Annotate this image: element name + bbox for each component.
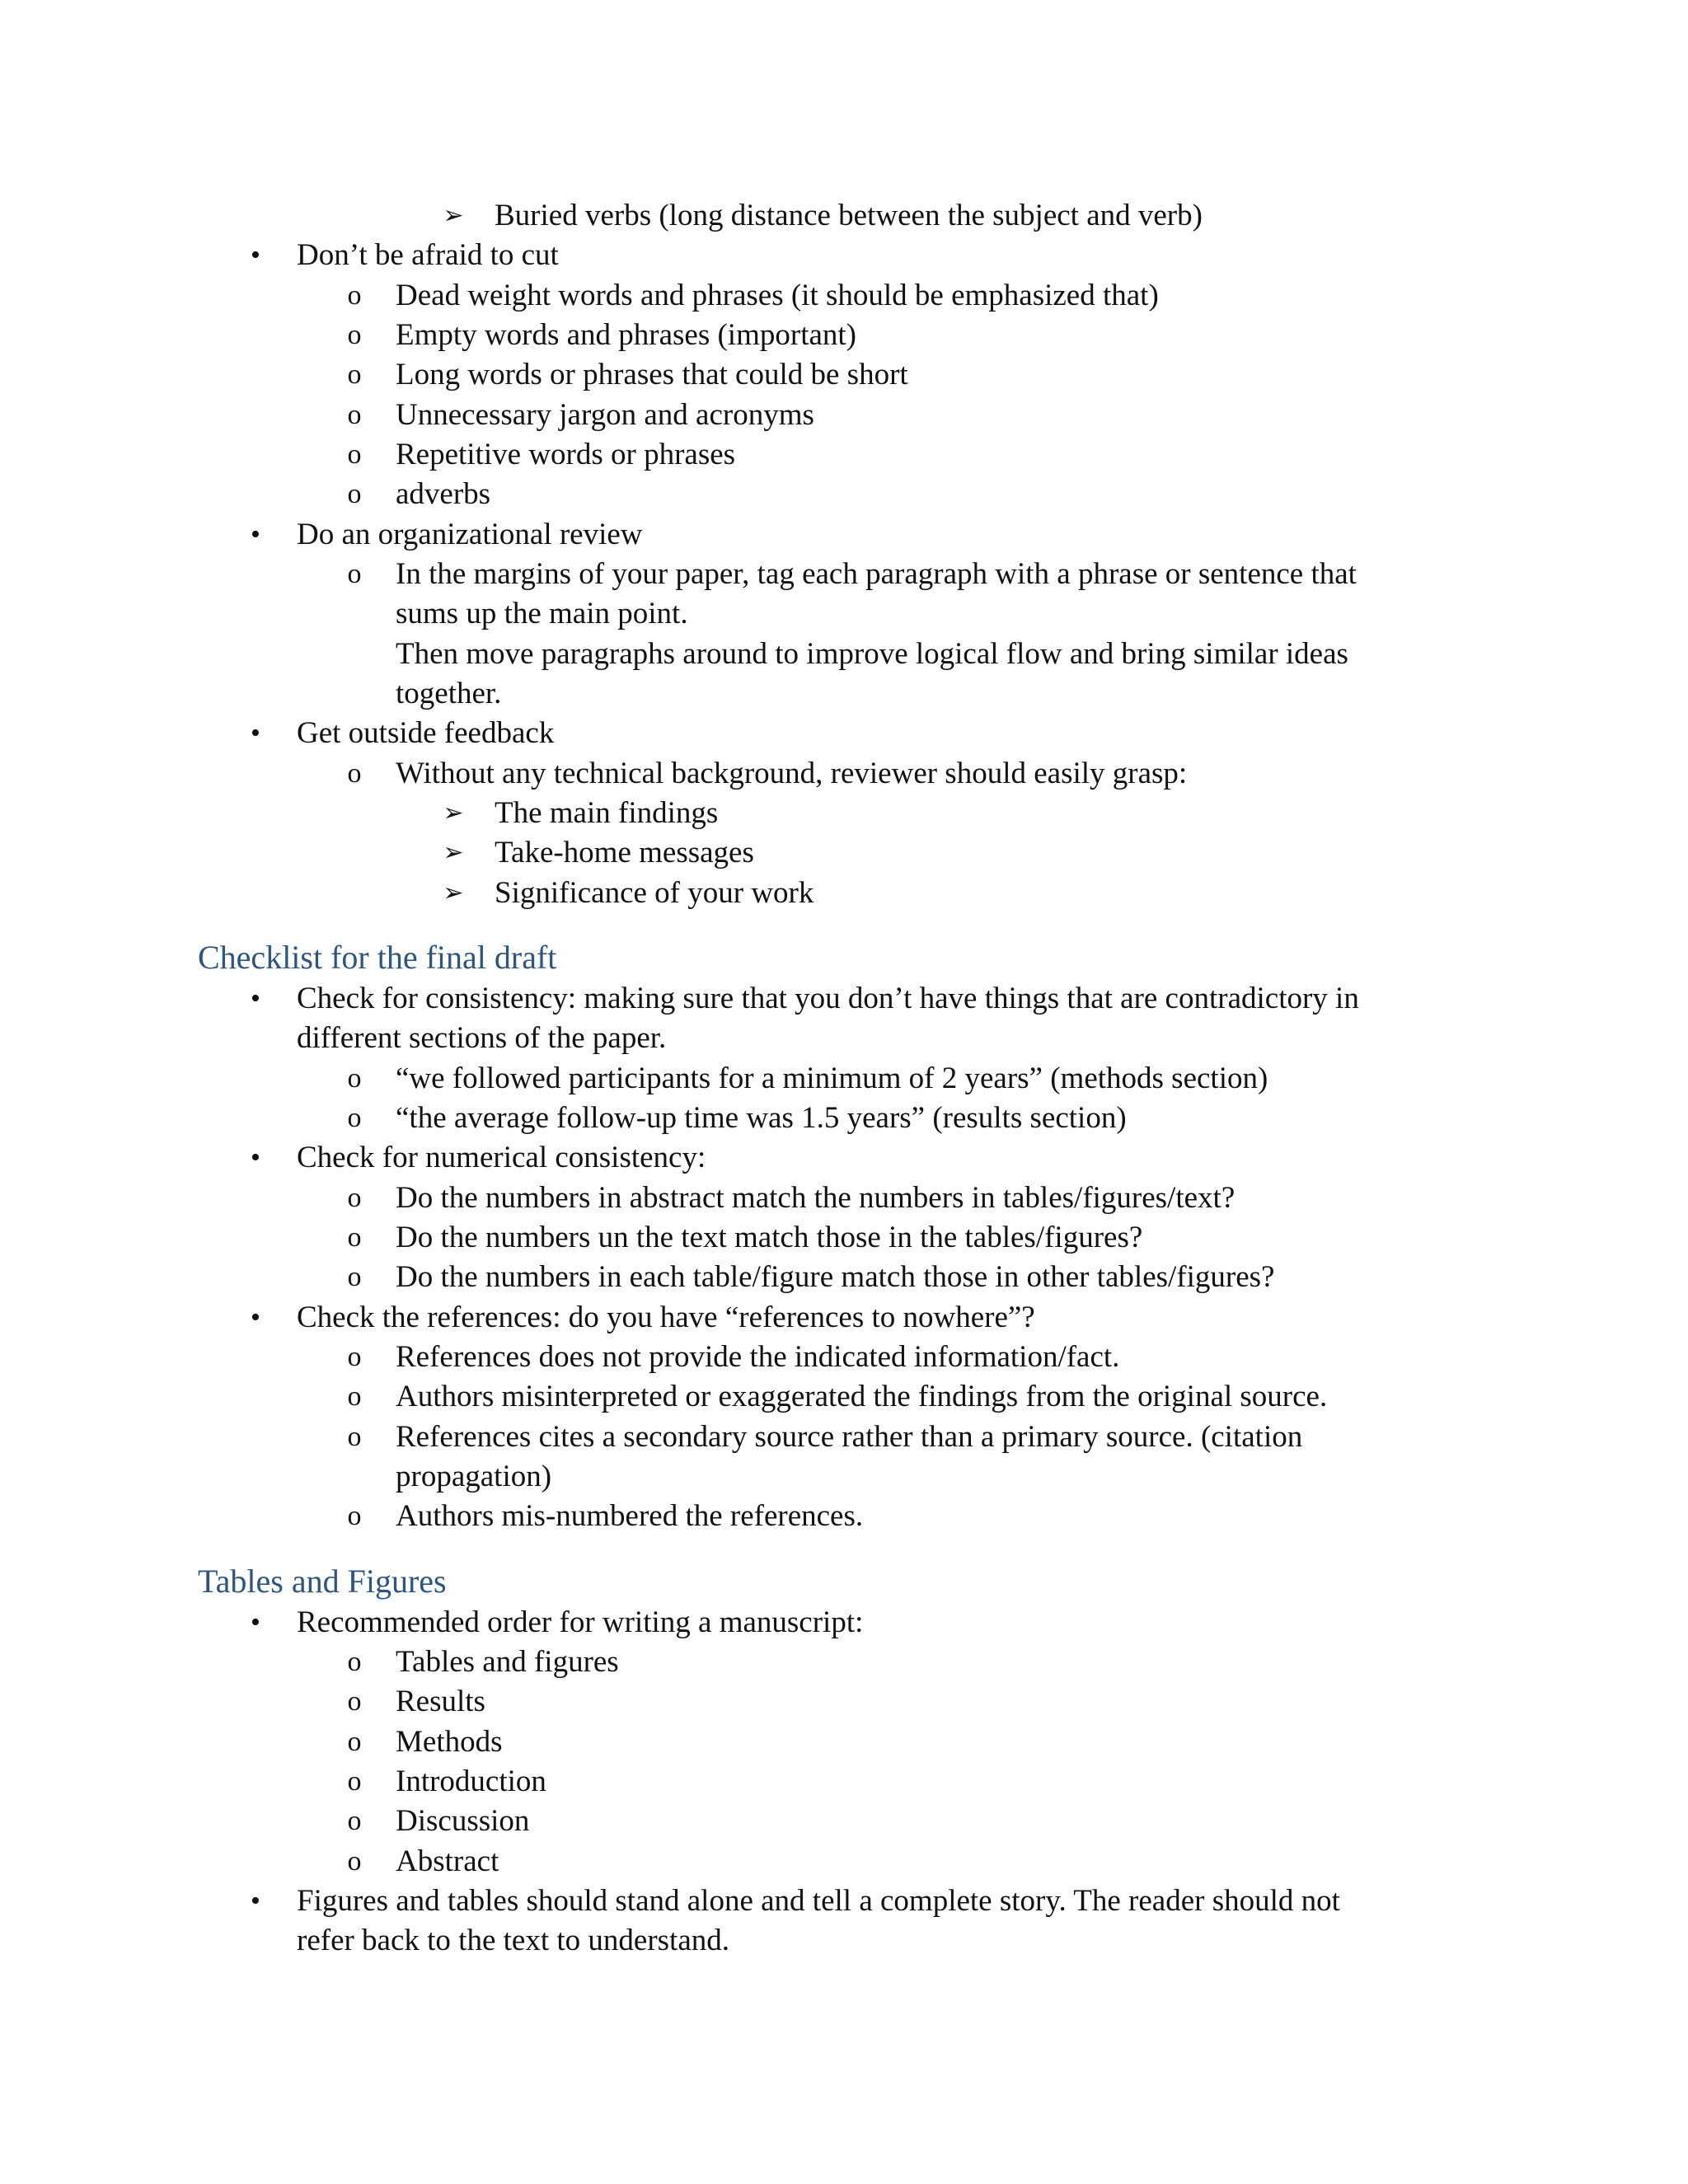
- list-item: The main findings: [495, 796, 719, 830]
- list-item: adverbs: [396, 477, 491, 511]
- list-item: Check the references: do you have “references to nowhere”?: [297, 1301, 1035, 1334]
- circle-bullet-icon: o: [347, 1262, 362, 1292]
- circle-bullet-icon: o: [347, 320, 362, 350]
- list-item: Check for numerical consistency:: [297, 1141, 706, 1174]
- list-item: References does not provide the indicated information/fact.: [396, 1340, 1120, 1374]
- list-item-continuation: propagation): [396, 1460, 552, 1493]
- disc-bullet-icon: •: [251, 718, 260, 748]
- section-heading-tables-figures: Tables and Figures: [198, 1563, 447, 1600]
- section-heading-checklist: Checklist for the final draft: [198, 939, 557, 976]
- circle-bullet-icon: o: [347, 359, 362, 390]
- circle-bullet-icon: o: [347, 1727, 362, 1757]
- disc-bullet-icon: •: [251, 519, 260, 550]
- list-item: Results: [396, 1685, 485, 1718]
- list-item-continuation: refer back to the text to understand.: [297, 1924, 729, 1957]
- disc-bullet-icon: •: [251, 1302, 260, 1333]
- arrow-bullet-icon: ➢: [443, 879, 464, 907]
- list-item: Recommended order for writing a manuscript:: [297, 1605, 864, 1639]
- list-item: “the average follow-up time was 1.5 years” (results section): [396, 1101, 1127, 1135]
- list-item-continuation: together.: [396, 677, 502, 710]
- circle-bullet-icon: o: [347, 400, 362, 430]
- circle-bullet-icon: o: [347, 1103, 362, 1133]
- list-item: Figures and tables should stand alone and tell a complete story. The reader should not: [297, 1884, 1340, 1918]
- list-item: Check for consistency: making sure that you don’t have things that are contradictory in: [297, 982, 1359, 1015]
- list-item: “we followed participants for a minimum of 2 years” (methods section): [396, 1062, 1268, 1095]
- list-item: Take-home messages: [495, 836, 754, 869]
- list-item: Authors misinterpreted or exaggerated the findings from the original source.: [396, 1380, 1328, 1413]
- circle-bullet-icon: o: [347, 1806, 362, 1836]
- list-item: Unnecessary jargon and acronyms: [396, 398, 814, 432]
- disc-bullet-icon: •: [251, 240, 260, 270]
- circle-bullet-icon: o: [347, 439, 362, 470]
- circle-bullet-icon: o: [347, 1766, 362, 1797]
- list-item: Don’t be afraid to cut: [297, 238, 559, 272]
- circle-bullet-icon: o: [347, 1686, 362, 1717]
- list-item: Introduction: [396, 1765, 546, 1798]
- list-item: Get outside feedback: [297, 716, 555, 750]
- disc-bullet-icon: •: [251, 983, 260, 1014]
- list-item: Do an organizational review: [297, 518, 643, 551]
- disc-bullet-icon: •: [251, 1886, 260, 1916]
- list-item: Tables and figures: [396, 1645, 619, 1679]
- arrow-bullet-icon: ➢: [443, 839, 464, 866]
- list-item: Buried verbs (long distance between the subject and verb): [495, 199, 1203, 232]
- circle-bullet-icon: o: [347, 1422, 362, 1452]
- disc-bullet-icon: •: [251, 1142, 260, 1173]
- list-item-continuation: sums up the main point.: [396, 597, 688, 630]
- circle-bullet-icon: o: [347, 1501, 362, 1531]
- list-item: In the margins of your paper, tag each paragraph with a phrase or sentence that: [396, 557, 1357, 591]
- circle-bullet-icon: o: [347, 758, 362, 789]
- arrow-bullet-icon: ➢: [443, 799, 464, 827]
- list-item: Empty words and phrases (important): [396, 318, 856, 352]
- list-item: Do the numbers in each table/figure match those in other tables/figures?: [396, 1260, 1275, 1294]
- circle-bullet-icon: o: [347, 479, 362, 509]
- list-item: Do the numbers un the text match those in the tables/figures?: [396, 1221, 1143, 1254]
- disc-bullet-icon: •: [251, 1607, 260, 1638]
- list-item: Dead weight words and phrases (it should be emphasized that): [396, 279, 1159, 312]
- list-item: Repetitive words or phrases: [396, 438, 736, 471]
- list-item-continuation: different sections of the paper.: [297, 1021, 667, 1055]
- circle-bullet-icon: o: [347, 1846, 362, 1877]
- circle-bullet-icon: o: [347, 559, 362, 589]
- list-item: Long words or phrases that could be short: [396, 358, 908, 391]
- list-item: Methods: [396, 1725, 503, 1759]
- circle-bullet-icon: o: [347, 1222, 362, 1253]
- list-item: Without any technical background, reviewer should easily grasp:: [396, 757, 1188, 790]
- circle-bullet-icon: o: [347, 1342, 362, 1372]
- circle-bullet-icon: o: [347, 280, 362, 311]
- circle-bullet-icon: o: [347, 1381, 362, 1412]
- circle-bullet-icon: o: [347, 1063, 362, 1094]
- list-item: Abstract: [396, 1844, 499, 1878]
- circle-bullet-icon: o: [347, 1183, 362, 1213]
- list-item: Do the numbers in abstract match the numbers in tables/figures/text?: [396, 1181, 1236, 1215]
- arrow-bullet-icon: ➢: [443, 202, 464, 229]
- list-item: Discussion: [396, 1804, 530, 1838]
- list-item: Authors mis-numbered the references.: [396, 1499, 864, 1533]
- list-item-continuation: Then move paragraphs around to improve logical flow and bring similar ideas: [396, 637, 1348, 671]
- list-item: Significance of your work: [495, 876, 814, 910]
- list-item: References cites a secondary source rather than a primary source. (citation: [396, 1420, 1303, 1454]
- circle-bullet-icon: o: [347, 1647, 362, 1677]
